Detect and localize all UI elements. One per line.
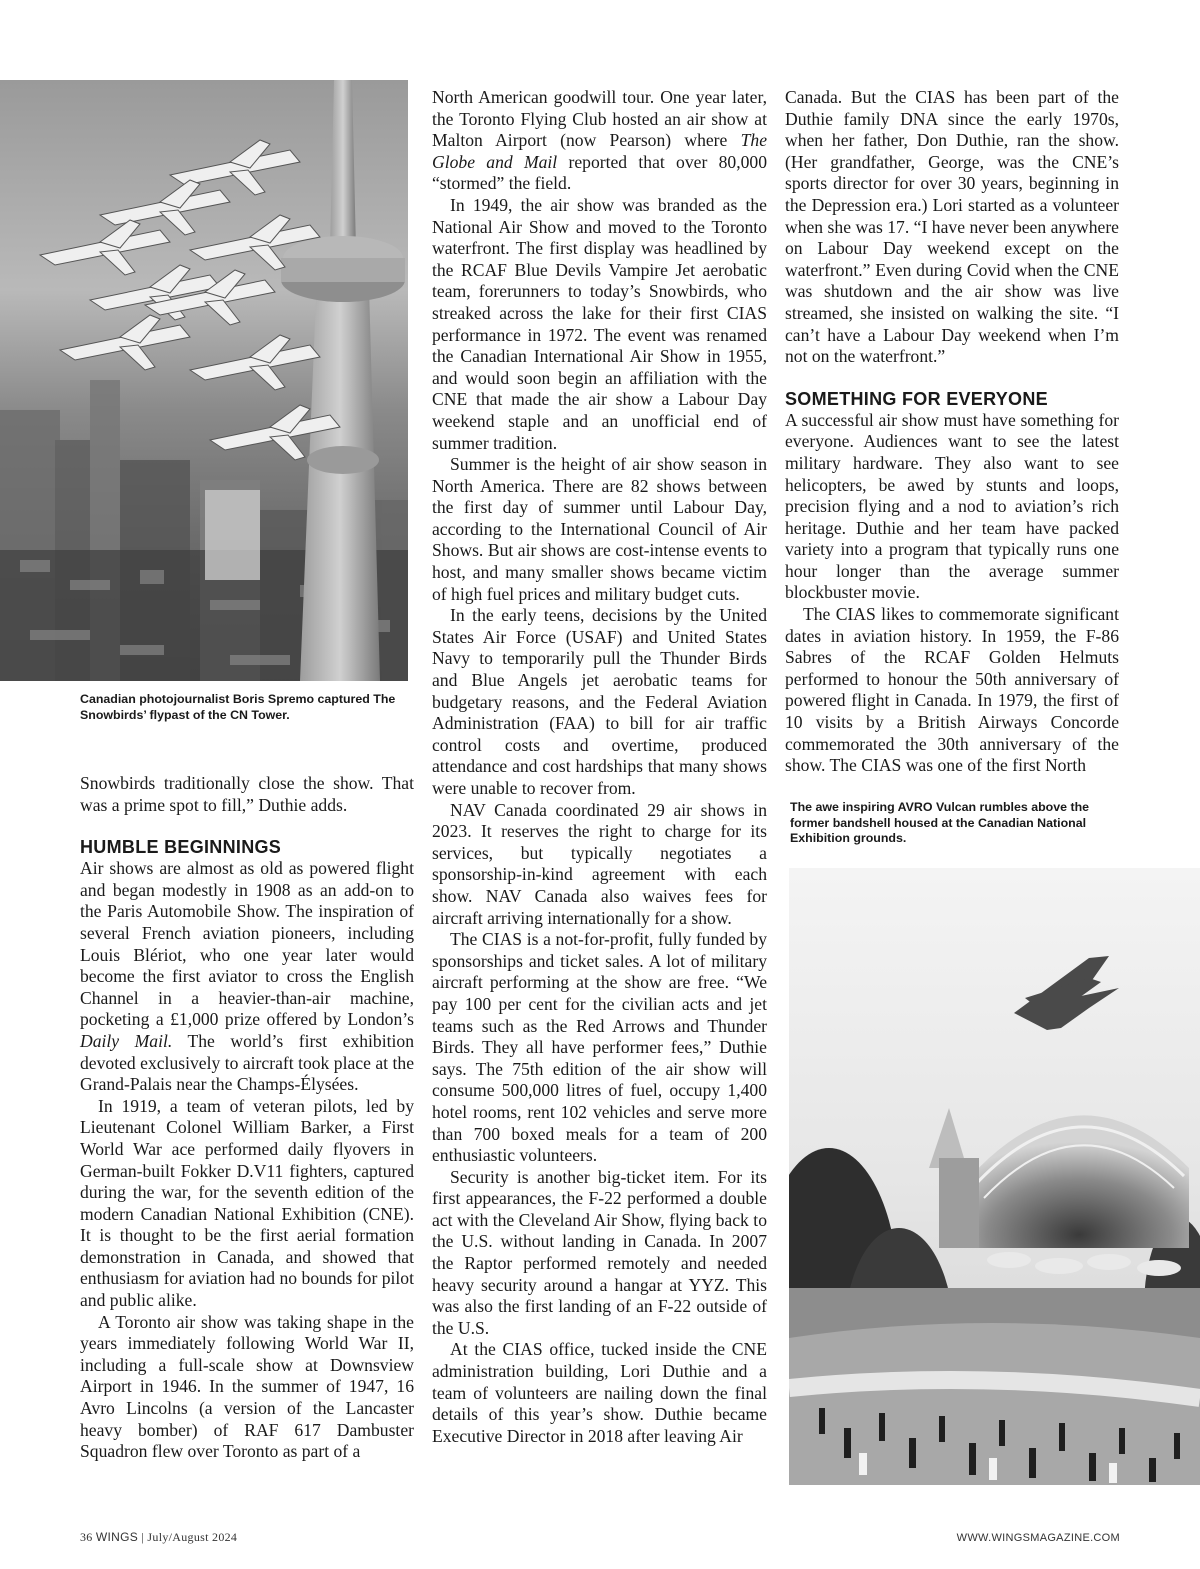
col3-paragraph-1: Canada. But the CIAS has been part of the Duthie family DNA since the early 1970s, when her father, Don Duthie, ran the show. (Her grandfather, George, was the CNE’s sports director for over 30 years, beginning in the Depression era.) Lori started as a volunteer when she was 17. “I have never been anywhere on Labour Day weekend except on the waterfront.” Even during Covid when the CNE was shutdown and the air show was live streamed, she insisted on walking the site. “I can’t have a Labour Day weekend when I’m not on the waterfront.” [785,87,1119,367]
snowbirds-photo-graphic [0,80,408,681]
col2-paragraph-6: The CIAS is a not-for-profit, fully funded by sponsorships and ticket sales. A lot of military aircraft performing at the show are free. “We pay 100 per cent for the civilian acts and jet teams such as the Red Arrows and Thunder Birds. They all have performer fees,” Duthie says. The 75th edition of the air show will consume 500,000 litres of fuel, occupy 1,400 hotel rooms, rent 102 vehicles and serve more than 700 boxed meals for a team of 200 enthusiastic volunteers. [432,929,767,1166]
page-number: 36 [80,1530,93,1544]
photo2-caption: The awe inspiring AVRO Vulcan rumbles above the former bandshell housed at the Canadian National Exhibition grounds. [790,800,1090,845]
heading-something-for-everyone: SOMETHING FOR EVERYONE [785,388,1048,409]
heading-humble-beginnings: HUMBLE BEGINNINGS [80,837,282,858]
col1-p1-text-a: Air shows are almost as old as powered flight and began modestly in 1908 as an add-on to the Paris Automobile Show. The inspiration of several French aviation pioneers, including Louis Blériot, who one year later would become the first aviator to cross the English Channel in a heavier-than-air machine, pocketing a £1,000 prize offered by London’s [80,858,414,1030]
col2-paragraph-1 [432,87,767,195]
globe-and-mail-italic: The Globe and Mail [432,130,767,172]
article-column-2 [432,87,767,1447]
footer-left [80,1530,237,1545]
photo1-caption: Canadian photojournalist Boris Spremo captured The Snowbirds’ flypast of the CN Tower. [80,692,396,722]
col2-paragraph-5: NAV Canada coordinated 29 air shows in 2023. It reserves the right to charge for its services, but typically negotiates a sponsorship-in-kind agreement with each show. NAV Canada also waives fees for aircraft arriving internationally for a show. [432,799,767,928]
snowbirds-cn-tower-photo [0,80,408,681]
col2-paragraph-4: In the early teens, decisions by the United States Air Force (USAF) and United States Navy to temporarily pull the Thunder Birds and Blue Angels jet aerobatic teams for budgetary reasons, and the Federal Aviation Administration (FAA) to bill for air traffic control costs and overtime, produced attendance and cost hardships that many shows were unable to recover from. [432,605,767,798]
col3-paragraph-3: The CIAS likes to commemorate significant dates in aviation history. In 1959, the F-86 Sabres of the RCAF Golden Helmuts performed to honour the 50th anniversary of powered flight in Canada. In 1979, the first of 10 visits by a British Airways Concorde commemorated the 30th anniversary of the show. The CIAS was one of the first North [785,604,1119,776]
col2-paragraph-8: At the CIAS office, tucked inside the CNE administration building, Lori Duthie and a team of volunteers are nailing down the final details of this year’s show. Duthie became Executive Director in 2018 after leaving Air [432,1339,767,1446]
magazine-name: WINGS [95,1530,139,1544]
daily-mail-italic: Daily Mail. [80,1030,173,1051]
article-column-1 [80,773,414,1463]
col3-paragraph-2: A successful air show must have something for everyone. Audiences want to see the latest military hardware. They also want to see helicopters, be awed by stunts and loops, precision flying and a nod to aviation’s rich heritage. Duthie and her team have packed variety into a program that typically runs one hour longer than the average summer blockbuster movie. [785,409,1119,603]
col2-p1-text-a: North American goodwill tour. One year later, the Toronto Flying Club hosted an air show at Malton Airport (now Pearson) where [432,87,767,151]
website-url: WWW.WINGSMAGAZINE.COM [956,1532,1120,1544]
col2-p1-text-b: reported that over 80,000 “stormed” the field. [432,151,767,194]
article-column-3 [785,87,1119,777]
col2-paragraph-2: In 1949, the air show was branded as the National Air Show and moved to the Toronto waterfront. The first display was headlined by the RCAF Blue Devils Vampire Jet aerobatic team, forerunners to today’s Snowbirds, who streaked across the lake for their first CIAS performance in 1972. The event was renamed the Canadian International Air Show in 1955, and would soon begin an affiliation with the CNE that made the air show a Labour Day weekend staple and an unofficial end of summer tradition. [432,194,767,453]
col1-paragraph-1 [80,858,414,1096]
col1-paragraph-2: In 1919, a team of veteran pilots, led by Lieutenant Colonel William Barker, a First World War ace performed daily flyovers in German-built Fokker D.V11 fighters, captured during the war, for the seventh edition of the modern Canadian National Exhibition (CNE). It is thought to be the first aerial formation demonstration in Canada, and showed that enthusiasm for aviation had no bounds for pilot and public alike. [80,1095,414,1311]
col2-paragraph-3: Summer is the height of air show season in North America. There are 82 shows between the first day of summer until Labour Day, according to the International Council of Air Shows. But air shows are cost-intense events to host, and many smaller shows became victim of high fuel prices and military budget cuts. [432,454,767,604]
col1-paragraph-3: A Toronto air show was taking shape in the years immediately following World War II, including a full-scale show at Downsview Airport in 1946. In the summer of 1947, 16 Avro Lincolns (a version of the Lancaster heavy bomber) of RAF 617 Dambuster Squadron flew over Toronto as part of a [80,1311,414,1462]
col1-paragraph-0: Snowbirds traditionally close the show. That was a prime spot to fill,” Duthie adds. [80,773,414,815]
footer-divider: | [141,1530,145,1544]
col1-p1-text-b: The world’s first exhibition devoted exclusively to aircraft took place at the Grand-Palais near the Champs-Élysées. [80,1030,414,1095]
col2-paragraph-7: Security is another big-ticket item. For its first appearances, the F-22 performed a double act with the Cleveland Air Show, flying back to the U.S. without landing in Canada. In 2007 the Raptor performed remotely and needed heavy security around a hangar at YYZ. This was also the first landing of an F-22 outside of the U.S. [432,1166,767,1338]
vulcan-photo-graphic [789,868,1200,1485]
avro-vulcan-bandshell-photo [789,868,1200,1485]
issue-date: July/August 2024 [147,1530,238,1544]
